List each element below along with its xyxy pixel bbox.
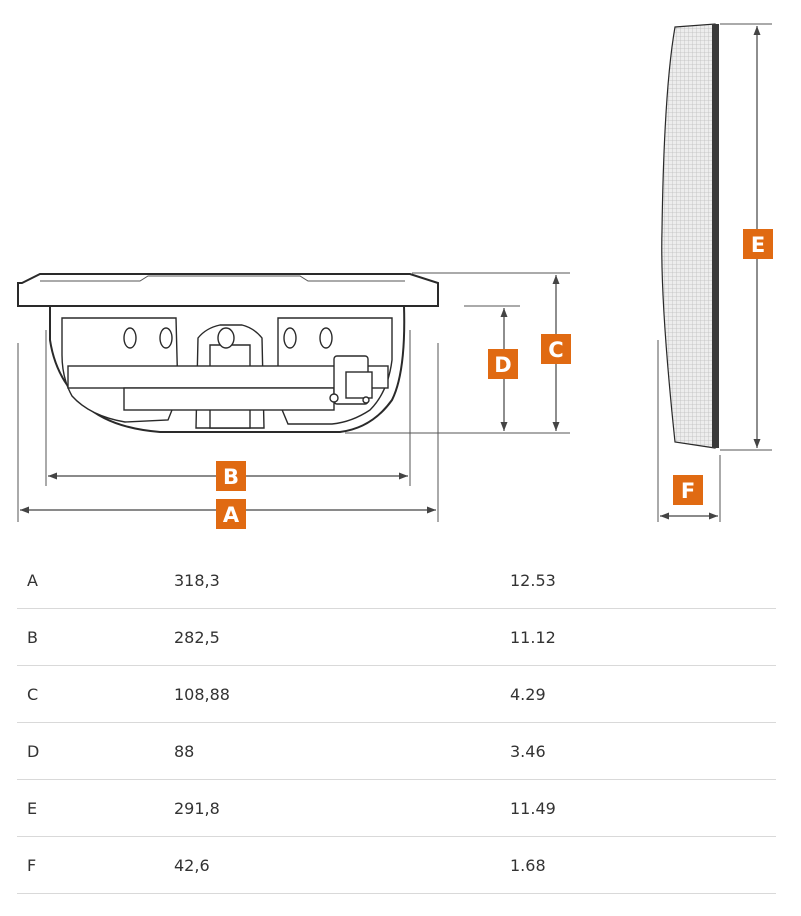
- table-row: [17, 723, 776, 780]
- badge-c: [541, 334, 571, 364]
- badge-f: [673, 475, 703, 505]
- table-row: [17, 666, 776, 723]
- row-label: D: [17, 723, 174, 780]
- row-label: F: [17, 837, 174, 894]
- row-value-mm: 88: [174, 723, 510, 780]
- row-value-inch: 1.68: [510, 837, 776, 894]
- row-value-mm: 108,88: [174, 666, 510, 723]
- row-value-mm: 318,3: [174, 552, 510, 609]
- badge-e-label: E: [750, 233, 766, 257]
- badge-b-label: B: [222, 465, 240, 489]
- badge-f-label: F: [680, 479, 696, 503]
- row-label: C: [17, 666, 174, 723]
- badge-a-label: A: [222, 503, 240, 527]
- row-value-inch: 3.46: [510, 723, 776, 780]
- row-value-mm: 282,5: [174, 609, 510, 666]
- table-row: [17, 552, 776, 609]
- row-label: A: [17, 552, 174, 609]
- dimensions-table: [17, 552, 776, 894]
- row-value-mm: 291,8: [174, 780, 510, 837]
- row-value-inch: 11.12: [510, 609, 776, 666]
- row-value-inch: 4.29: [510, 666, 776, 723]
- row-value-inch: 11.49: [510, 780, 776, 837]
- row-label: E: [17, 780, 174, 837]
- badge-b: [216, 461, 246, 491]
- table-row: [17, 609, 776, 666]
- badge-d-label: D: [494, 353, 512, 377]
- row-value-inch: 12.53: [510, 552, 776, 609]
- row-value-mm: 42,6: [174, 837, 510, 894]
- table-row: [17, 837, 776, 894]
- badge-a: [216, 499, 246, 529]
- badge-e: [743, 229, 773, 259]
- row-label: B: [17, 609, 174, 666]
- terminal-connector: [330, 356, 372, 404]
- speaker-side-view: [18, 274, 438, 432]
- badge-c-label: C: [548, 338, 564, 362]
- badge-d: [488, 349, 518, 379]
- table-row: [17, 780, 776, 837]
- speaker-edge-view: [662, 24, 719, 448]
